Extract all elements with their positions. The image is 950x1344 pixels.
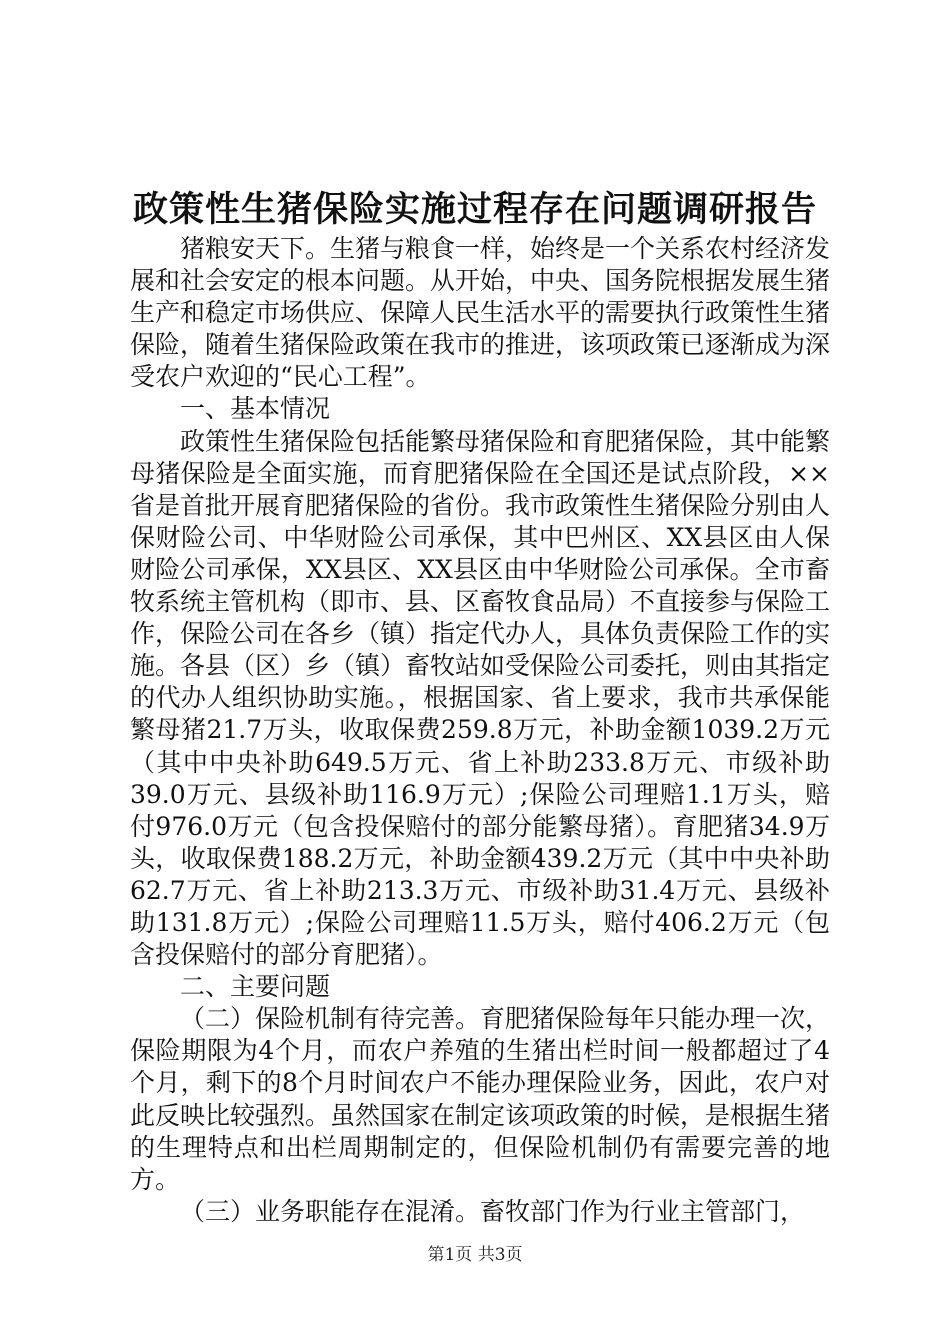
- section-heading-problems: 二、主要问题: [180, 972, 331, 1002]
- page-number-footer: 第1页 共3页: [427, 1245, 523, 1265]
- paragraph-problem-three: （三）业务职能存在混淆。畜牧部门作为行业主管部门，: [180, 1196, 806, 1226]
- document-title: 政策性生猪保险实施过程存在问题调研报告: [132, 189, 817, 230]
- paragraph-intro: 猪粮安天下。生猪与粮食一样，始终是一个关系农村经济发展和社会安定的根本问题。从开始，中央、国务院根据发展生猪生产和稳定市场供应、保障人民生活水平的需要执行政策性生猪保险，随着生猪保险政策在我市的推进，该项政策已逐渐成为深受农户欢迎的“民心工程”。: [130, 234, 831, 392]
- section-heading-basic: 一、基本情况: [180, 394, 331, 424]
- paragraph-problem-two: （二）保险机制有待完善。育肥猪保险每年只能办理一次，保险期限为4个月，而农户养殖的生猪出栏时间一般都超过了4个月，剩下的8个月时间农户不能办理保险业务，因此，农户对此反映比较强烈。虽然国家在制定该项政策的时候，是根据生猪的生理特点和出栏周期制定的，但保险机制仍有需要完善的地方。: [130, 1004, 831, 1194]
- paragraph-basic-situation: 政策性生猪保险包括能繁母猪保险和育肥猪保险，其中能繁母猪保险是全面实施，而育肥猪保险在全国还是试点阶段，××省是首批开展育肥猪保险的省份。我市政策性生猪保险分别由人保财险公司、中华财险公司承保，其中巴州区、XX县区由人保财险公司承保，XX县区、XX县区由中华财险公司承保。全市畜牧系统主管机构（即市、县、区畜牧食品局）不直接参与保险工作，保险公司在各乡（镇）指定代办人，具体负责保险工作的实施。各县（区）乡（镇）畜牧站如受保险公司委托，则由其指定的代办人组织协助实施。，根据国家、省上要求，我市共承保能繁母猪21.7万头，收取保费259.8万元，补助金额1039.2万元（其中中央补助649.5万元、省上补助233.8万元、市级补助39.0万元、县级补助116.9万元）;保险公司理赔1.1万头，赔付976.0万元（包含投保赔付的部分能繁母猪）。育肥猪34.9万头，收取保费188.2万元，补助金额439.2万元（其中中央补助62.7万元、省上补助213.3万元、市级补助31.4万元、县级补助131.8万元）;保险公司理赔11.5万头，赔付406.2万元（包含投保赔付的部分育肥猪）。: [130, 426, 831, 970]
- document-body: [130, 233, 830, 1228]
